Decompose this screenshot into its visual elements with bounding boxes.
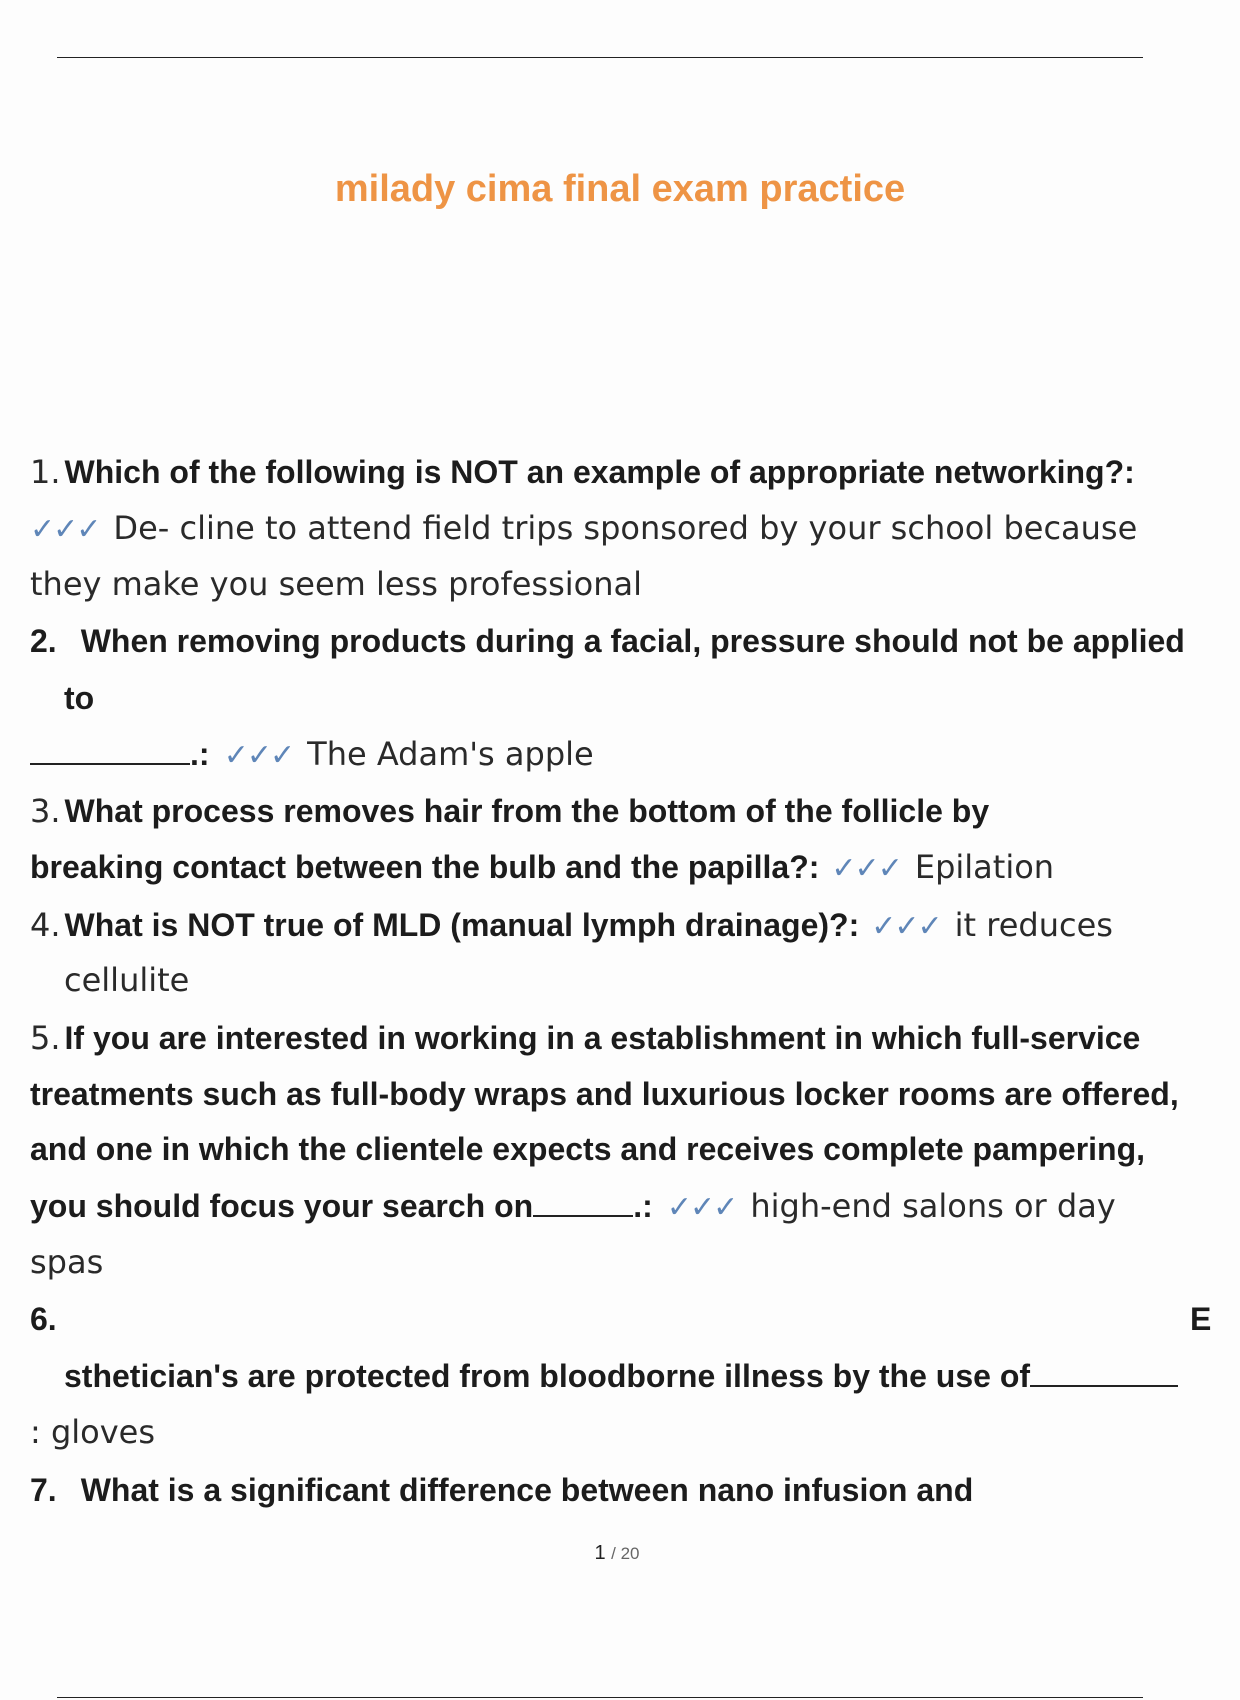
q5-answer-cont: spas	[30, 1243, 104, 1281]
q4-line-1	[30, 905, 1113, 947]
page-number: 1	[594, 1542, 606, 1564]
q5-question-cont-2: and one in which the clientele expects and receives complete pampering,	[30, 1131, 1146, 1167]
q5-line-3	[30, 1129, 1145, 1169]
checkmark-icon: ✓✓✓	[30, 512, 100, 547]
q4-number: 4.	[30, 906, 61, 944]
q5-answer: high-end salons or day	[750, 1187, 1116, 1225]
page-total: / 20	[611, 1544, 640, 1563]
q6-line-1	[30, 1299, 57, 1339]
q2-question: When removing products during a facial, pressure should not be applied	[80, 623, 1185, 659]
q5-question-cont-3: you should focus your search on	[30, 1188, 534, 1224]
q3-question-cont: breaking contact between the bulb and the papilla?:	[30, 849, 820, 885]
q6-line-2	[64, 1356, 1178, 1396]
q5-line-4	[30, 1186, 1116, 1228]
fill-in-blank	[30, 737, 190, 765]
q2-question-cont: to	[64, 680, 95, 716]
q2-number: 2.	[30, 623, 57, 659]
q5-question-cont-1: treatments such as full-body wraps and luxurious locker rooms are offered,	[30, 1076, 1179, 1112]
q1-answer-cont: they make you seem less professional	[30, 565, 642, 603]
q1-line-1	[30, 452, 1135, 492]
q7-question: What is a significant difference between nano infusion and	[80, 1472, 974, 1508]
q5-line-1	[30, 1018, 1140, 1058]
q2-line-2	[64, 678, 94, 718]
q6-edge-letter: E	[1190, 1301, 1212, 1337]
q3-number: 3.	[30, 792, 61, 830]
q7-number: 7.	[30, 1472, 57, 1508]
q3-question: What process removes hair from the bottom of the follicle by	[64, 793, 990, 829]
q2-suffix: .:	[190, 736, 210, 772]
q2-line-1	[30, 621, 1185, 661]
q6-line-3	[30, 1412, 155, 1452]
q3-line-2	[30, 847, 1054, 889]
q3-line-1	[30, 791, 989, 831]
q2-answer: The Adam's apple	[307, 735, 594, 773]
checkmark-icon: ✓✓✓	[223, 738, 294, 773]
q4-answer-cont: cellulite	[64, 961, 190, 999]
fill-in-blank	[1030, 1359, 1178, 1387]
q1-question: Which of the following is NOT an example of appropriate networking?:	[64, 454, 1135, 490]
q4-question: What is NOT true of MLD (manual lymph drainage)?:	[64, 907, 860, 943]
q1-line-3	[30, 564, 642, 604]
q5-number: 5.	[30, 1019, 61, 1057]
fill-in-blank	[533, 1189, 633, 1217]
q5-line-5	[30, 1242, 103, 1282]
document-title: milady cima final exam practice	[334, 168, 906, 210]
q6-answer: : gloves	[30, 1413, 156, 1451]
q1-answer: De- cline to attend field trips sponsored by your school because	[113, 509, 1138, 547]
q6-edge-letter-box	[1190, 1299, 1212, 1339]
q5-suffix: .:	[633, 1188, 653, 1224]
page-indicator	[0, 1542, 1234, 1565]
q1-number: 1.	[30, 453, 61, 491]
q3-answer: Epilation	[914, 848, 1055, 886]
q5-question: If you are interested in working in a establishment in which full-service	[64, 1020, 1141, 1056]
q7-line-1	[30, 1470, 973, 1510]
bottom-rule	[57, 1697, 1143, 1698]
checkmark-icon: ✓✓✓	[666, 1190, 737, 1225]
q4-line-2	[64, 960, 189, 1000]
top-rule	[57, 57, 1143, 58]
q6-question: sthetician's are protected from bloodborne illness by the use of	[64, 1358, 1031, 1394]
checkmark-icon: ✓✓✓	[871, 909, 941, 944]
q1-line-2	[30, 508, 1137, 550]
q6-number: 6.	[30, 1301, 57, 1337]
q5-line-2	[30, 1074, 1179, 1114]
q4-answer: it reduces	[954, 906, 1113, 944]
q2-line-3	[30, 734, 594, 776]
checkmark-icon: ✓✓✓	[831, 851, 901, 886]
